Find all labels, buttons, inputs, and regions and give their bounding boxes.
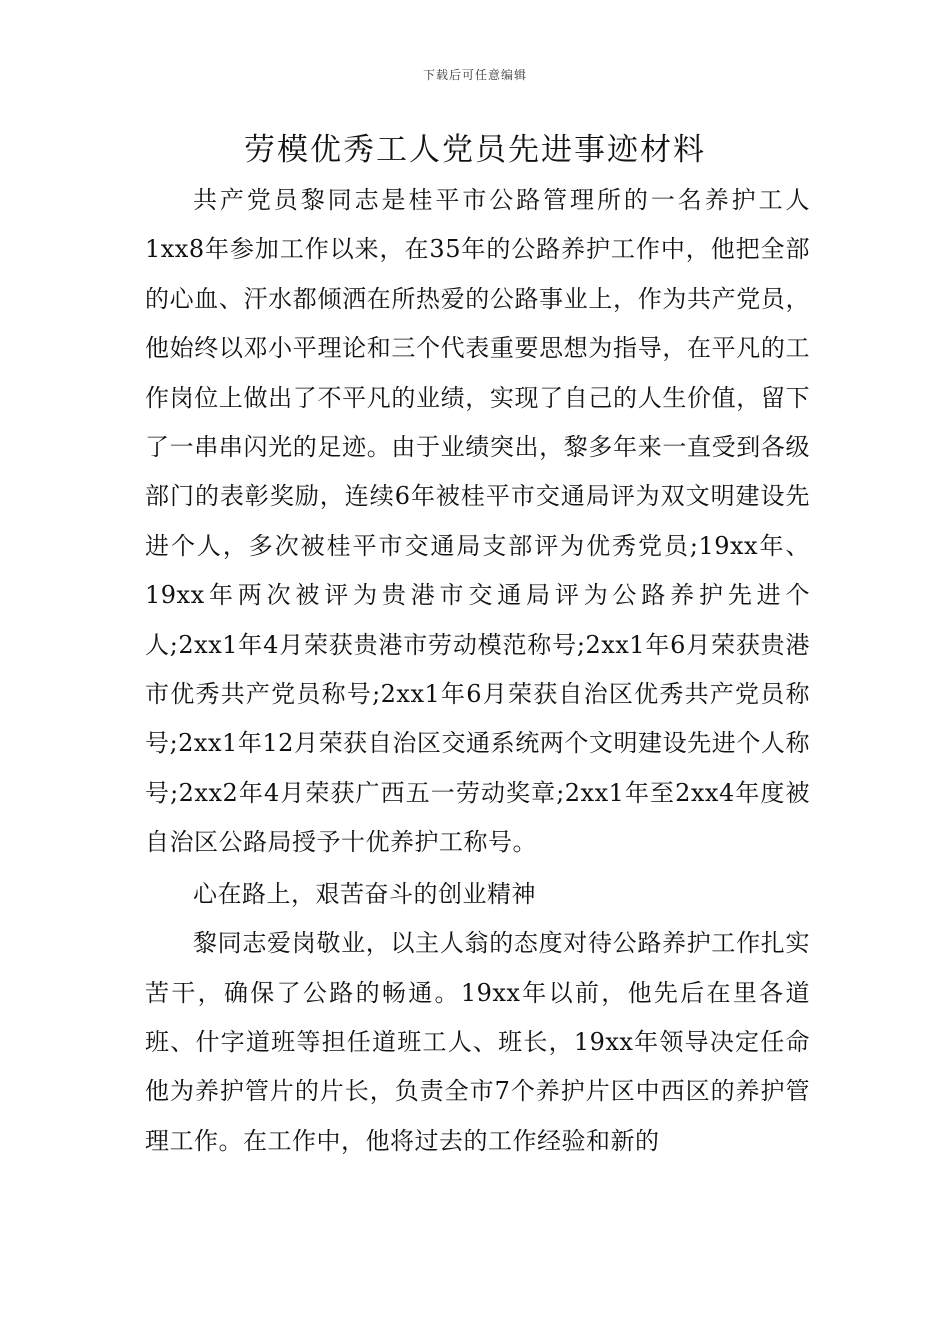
paragraph-section: 黎同志爱岗敬业，以主人翁的态度对待公路养护工作扎实苦干，确保了公路的畅通。19xx年以前，他先后在里各道班、什字道班等担任道班工人、班长，19xx年领导决定任命他为养护管片的片长，负责全市7个养护片区中西区的养护管理工作。在工作中，他将过去的工作经验和新的 (145, 929, 810, 1155)
section-heading: 心在路上，艰苦奋斗的创业精神 (193, 879, 536, 908)
document-body (145, 176, 810, 1166)
document-title: 劳模优秀工人党员先进事迹材料 (244, 132, 706, 168)
paragraph-intro: 共产党员黎同志是桂平市公路管理所的一名养护工人1xx8年参加工作以来，在35年的公路养护工作中，他把全部的心血、汗水都倾洒在所热爱的公路事业上，作为共产党员，他始终以邓小平理论和三个代表重要思想为指导，在平凡的工作岗位上做出了不平凡的业绩，实现了自己的人生价值，留下了一串串闪光的足迹。由于业绩突出，黎多年来一直受到各级部门的表彰奖励，连续6年被桂平市交通局评为双文明建设先进个人，多次被桂平市交通局支部评为优秀党员;19xx年、19xx年两次被评为贵港市交通局评为公路养护先进个人;2xx1年4月荣获贵港市劳动模范称号;2xx1年6月荣获贵港市优秀共产党员称号;2xx1年6月荣获自治区优秀共产党员称号;2xx1年12月荣获自治区交通系统两个文明建设先进个人称号;2xx2年4月荣获广西五一劳动奖章;2xx1年至2xx4年度被自治区公路局授予十优养护工称号。 (145, 186, 810, 857)
page-header-note: 下载后可任意编辑 (422, 68, 527, 82)
